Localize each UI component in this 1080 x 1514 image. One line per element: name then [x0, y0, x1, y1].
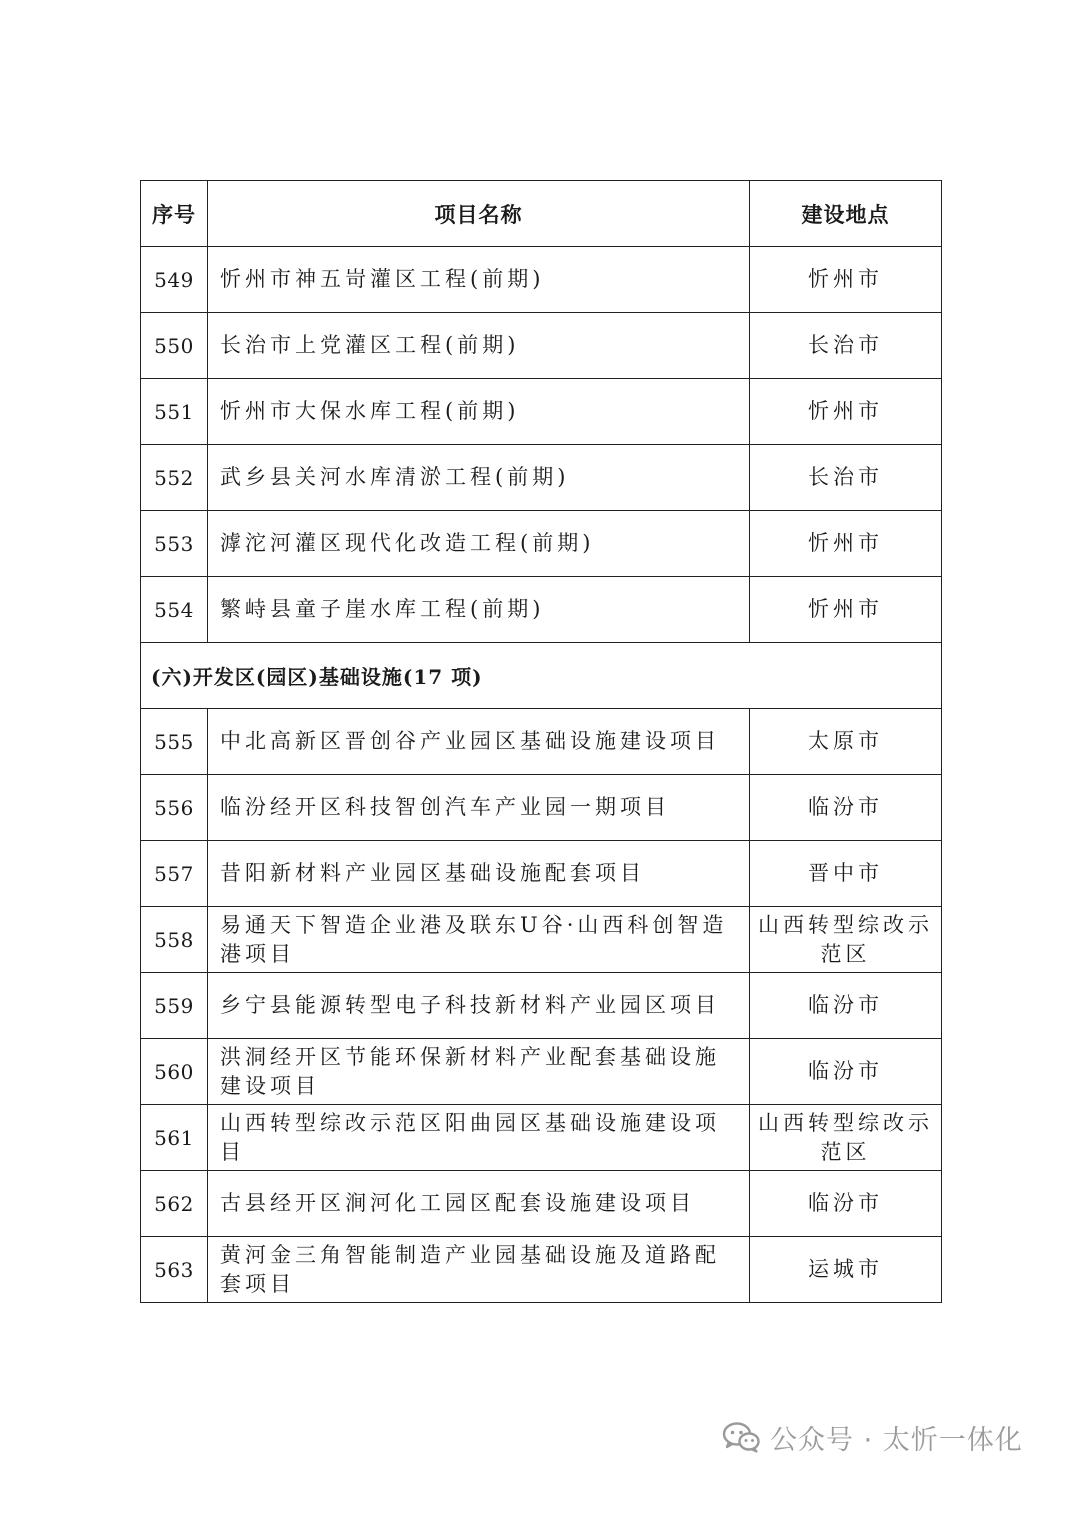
- project-name: 长治市上党灌区工程(前期): [208, 313, 750, 379]
- row-number: 550: [141, 313, 208, 379]
- project-location: 山西转型综改示范区: [750, 907, 942, 973]
- table-row: [141, 775, 942, 841]
- watermark-text: 公众号 · 太忻一体化: [770, 1424, 1023, 1456]
- project-name: 武乡县关河水库清淤工程(前期): [208, 445, 750, 511]
- project-location: 长治市: [750, 445, 942, 511]
- row-number: 552: [141, 445, 208, 511]
- row-number: 553: [141, 511, 208, 577]
- header-name: 项目名称: [208, 181, 750, 247]
- project-name: 易通天下智造企业港及联东U谷·山西科创智造港项目: [208, 907, 750, 973]
- project-name: 忻州市神五岢灌区工程(前期): [208, 247, 750, 313]
- project-location: 临汾市: [750, 1171, 942, 1237]
- row-number: 549: [141, 247, 208, 313]
- table-row: [141, 907, 942, 973]
- table-row: [141, 577, 942, 643]
- project-name: 临汾经开区科技智创汽车产业园一期项目: [208, 775, 750, 841]
- row-number: 563: [141, 1237, 208, 1303]
- row-number: 560: [141, 1039, 208, 1105]
- table-row: [141, 445, 942, 511]
- row-number: 557: [141, 841, 208, 907]
- project-location: 忻州市: [750, 511, 942, 577]
- table-row: [141, 1171, 942, 1237]
- project-location: 临汾市: [750, 973, 942, 1039]
- project-location: 忻州市: [750, 577, 942, 643]
- row-number: 561: [141, 1105, 208, 1171]
- table-body: [141, 247, 942, 1303]
- project-name: 洪洞经开区节能环保新材料产业配套基础设施建设项目: [208, 1039, 750, 1105]
- table-row: [141, 379, 942, 445]
- table-row: [141, 1105, 942, 1171]
- project-location: 临汾市: [750, 1039, 942, 1105]
- table-row: [141, 247, 942, 313]
- project-name: 山西转型综改示范区阳曲园区基础设施建设项目: [208, 1105, 750, 1171]
- row-number: 558: [141, 907, 208, 973]
- wechat-icon: [722, 1421, 760, 1453]
- section-title: (六)开发区(园区)基础设施(17 项): [141, 643, 942, 709]
- table-row: [141, 973, 942, 1039]
- project-name: 古县经开区涧河化工园区配套设施建设项目: [208, 1171, 750, 1237]
- row-number: 551: [141, 379, 208, 445]
- project-table: [140, 180, 942, 1303]
- project-location: 忻州市: [750, 247, 942, 313]
- project-location: 晋中市: [750, 841, 942, 907]
- header-location: 建设地点: [750, 181, 942, 247]
- table-row: [141, 313, 942, 379]
- project-name: 昔阳新材料产业园区基础设施配套项目: [208, 841, 750, 907]
- project-location: 临汾市: [750, 775, 942, 841]
- section-row: [141, 643, 942, 709]
- table-row: [141, 841, 942, 907]
- project-location: 太原市: [750, 709, 942, 775]
- project-name: 黄河金三角智能制造产业园基础设施及道路配套项目: [208, 1237, 750, 1303]
- table-row: [141, 511, 942, 577]
- watermark: [722, 1417, 1023, 1457]
- project-location: 运城市: [750, 1237, 942, 1303]
- project-location: 忻州市: [750, 379, 942, 445]
- project-name: 滹沱河灌区现代化改造工程(前期): [208, 511, 750, 577]
- project-name: 中北高新区晋创谷产业园区基础设施建设项目: [208, 709, 750, 775]
- row-number: 559: [141, 973, 208, 1039]
- table-row: [141, 1039, 942, 1105]
- project-location: 长治市: [750, 313, 942, 379]
- header-no: 序号: [141, 181, 208, 247]
- project-name: 繁峙县童子崖水库工程(前期): [208, 577, 750, 643]
- table-row: [141, 1237, 942, 1303]
- row-number: 562: [141, 1171, 208, 1237]
- row-number: 554: [141, 577, 208, 643]
- table-header-row: [141, 181, 942, 247]
- row-number: 555: [141, 709, 208, 775]
- project-name: 乡宁县能源转型电子科技新材料产业园区项目: [208, 973, 750, 1039]
- table-row: [141, 709, 942, 775]
- project-name: 忻州市大保水库工程(前期): [208, 379, 750, 445]
- project-location: 山西转型综改示范区: [750, 1105, 942, 1171]
- row-number: 556: [141, 775, 208, 841]
